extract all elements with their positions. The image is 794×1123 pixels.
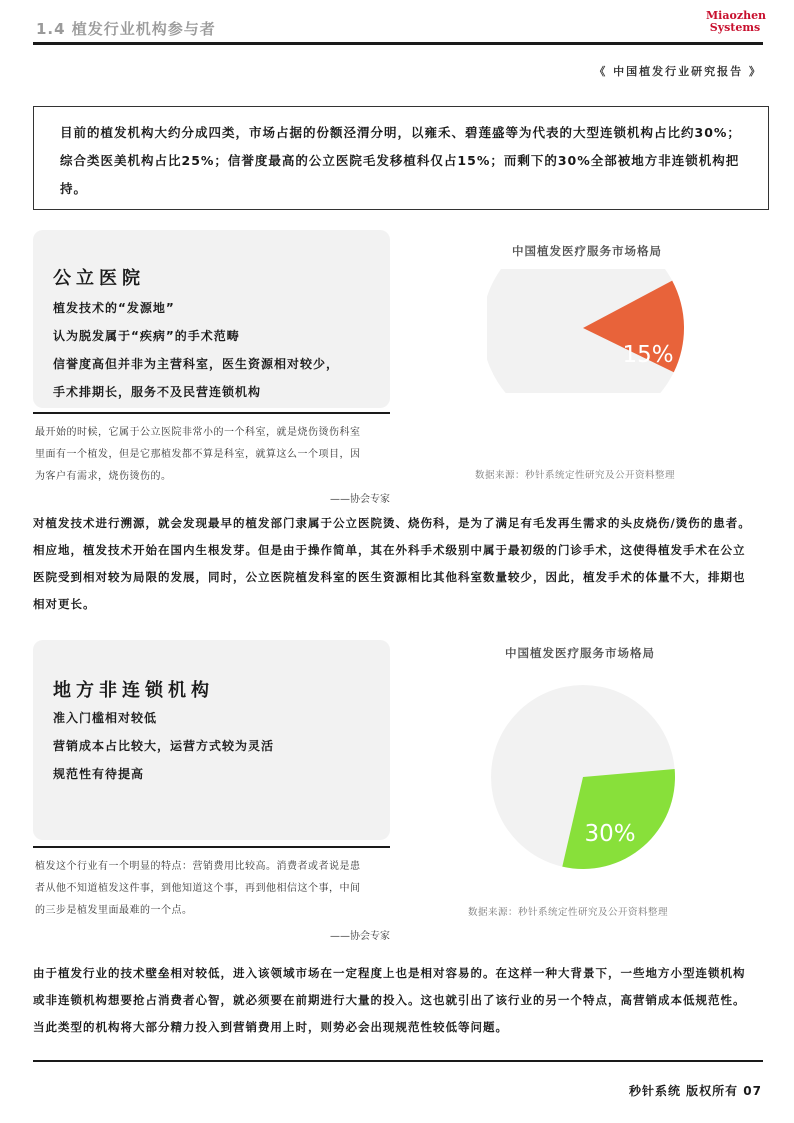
card-point: 营销成本占比较大，运营方式较为灵活 bbox=[53, 739, 275, 753]
paragraph-line: 相对更长。 bbox=[33, 597, 96, 611]
quote-line: 最开始的时候，它属于公立医院非常小的一个科室，就是烧伤烫伤科室 bbox=[35, 427, 361, 438]
paragraph-line: 医院受到相对较为局限的发展，同时，公立医院植发科室的医生资源相比其他科室数量较少，因此，植发手术的体量不大，排期也 bbox=[33, 570, 746, 584]
pie-chart-local bbox=[487, 685, 687, 875]
pie-slice-label: 15% bbox=[622, 342, 674, 368]
footer-divider bbox=[33, 1060, 763, 1062]
card-points bbox=[53, 294, 339, 406]
chart-title: 中国植发医疗服务市场格局 bbox=[505, 646, 655, 660]
header-divider bbox=[33, 42, 763, 45]
expert-quote bbox=[35, 856, 390, 922]
summary-text: 目前的植发机构大约分成四类，市场占据的份额泾渭分明，以雍禾、碧莲盛等为代表的大型连锁机构占比约30%；综合类医美机构占比25%；信誉度最高的公立医院毛发移植科仅占15%；而剩下的30%全部被地方非连锁机构把持。 bbox=[60, 125, 741, 196]
section-title: 1.4 植发行业机构参与者 bbox=[36, 20, 216, 38]
paragraph-line: 相应地，植发技术开始在国内生根发芽。但是由于操作简单，其在外科手术级别中属于最初级的门诊手术，这使得植发手术在公立 bbox=[33, 543, 746, 557]
card-point: 规范性有待提高 bbox=[53, 767, 145, 781]
quote-divider bbox=[33, 846, 390, 848]
pie-slice-label: 30% bbox=[584, 821, 636, 847]
body-paragraph bbox=[33, 510, 763, 618]
chart-source: 数据来源：秒针系统定性研究及公开资料整理 bbox=[468, 907, 669, 918]
paragraph-line: 对植发技术进行溯源，就会发现最早的植发部门隶属于公立医院烫、烧伤科，是为了满足有毛发再生需求的头皮烧伤/烫伤的患者。 bbox=[33, 516, 751, 530]
card-points bbox=[53, 704, 274, 788]
summary-box bbox=[33, 106, 769, 210]
chart-source: 数据来源：秒针系统定性研究及公开资料整理 bbox=[475, 470, 676, 481]
card-title: 公立医院 bbox=[53, 268, 145, 289]
report-name: 《 中国植发行业研究报告 》 bbox=[594, 65, 762, 78]
card-point: 准入门槛相对较低 bbox=[53, 711, 158, 725]
quote-source: ——协会专家 bbox=[330, 931, 390, 942]
quote-divider bbox=[33, 412, 390, 414]
public-hospital-card bbox=[33, 230, 390, 408]
quote-source: ——协会专家 bbox=[330, 494, 390, 505]
quote-line: 的三步是植发里面最难的一个点。 bbox=[35, 905, 193, 916]
quote-line: 植发这个行业有一个明显的特点：营销费用比较高。消费者或者说是患 bbox=[35, 861, 361, 872]
card-point: 植发技术的“发源地” bbox=[53, 301, 175, 315]
expert-quote bbox=[35, 422, 390, 488]
quote-line: 为客户有需求，烧伤烫伤的。 bbox=[35, 471, 172, 482]
paragraph-line: 或非连锁机构想要抢占消费者心智，就必须要在前期进行大量的投入。这也就引出了该行业的另一个特点，高营销成本低规范性。 bbox=[33, 993, 746, 1007]
page-footer: 秒针系统 版权所有 07 bbox=[628, 1084, 762, 1098]
quote-line: 里面有一个植发，但是它那植发都不算是科室，就算这么一个项目，因 bbox=[35, 449, 361, 460]
paragraph-line: 当此类型的机构将大部分精力投入到营销费用上时，则势必会出现规范性较低等问题。 bbox=[33, 1020, 508, 1034]
card-point: 认为脱发属于“疾病”的手术范畴 bbox=[53, 329, 240, 343]
logo-line-2: Systems bbox=[709, 21, 761, 34]
local-institution-card bbox=[33, 640, 390, 840]
paragraph-line: 由于植发行业的技术壁垒相对较低，进入该领域市场在一定程度上也是相对容易的。在这样一种大背景下，一些地方小型连锁机构 bbox=[33, 966, 746, 980]
chart-title: 中国植发医疗服务市场格局 bbox=[512, 244, 662, 258]
body-paragraph bbox=[33, 960, 763, 1041]
logo-line-1: Miaozhen bbox=[706, 9, 767, 22]
card-title: 地方非连锁机构 bbox=[53, 680, 214, 701]
quote-line: 者从他不知道植发这件事，到他知道这个事，再到他相信这个事，中间 bbox=[35, 883, 361, 894]
brand-logo bbox=[706, 9, 767, 34]
pie-chart-public bbox=[487, 269, 687, 393]
card-point: 信誉度高但并非为主营科室，医生资源相对较少， bbox=[53, 357, 340, 371]
card-point: 手术排期长，服务不及民营连锁机构 bbox=[53, 385, 262, 399]
